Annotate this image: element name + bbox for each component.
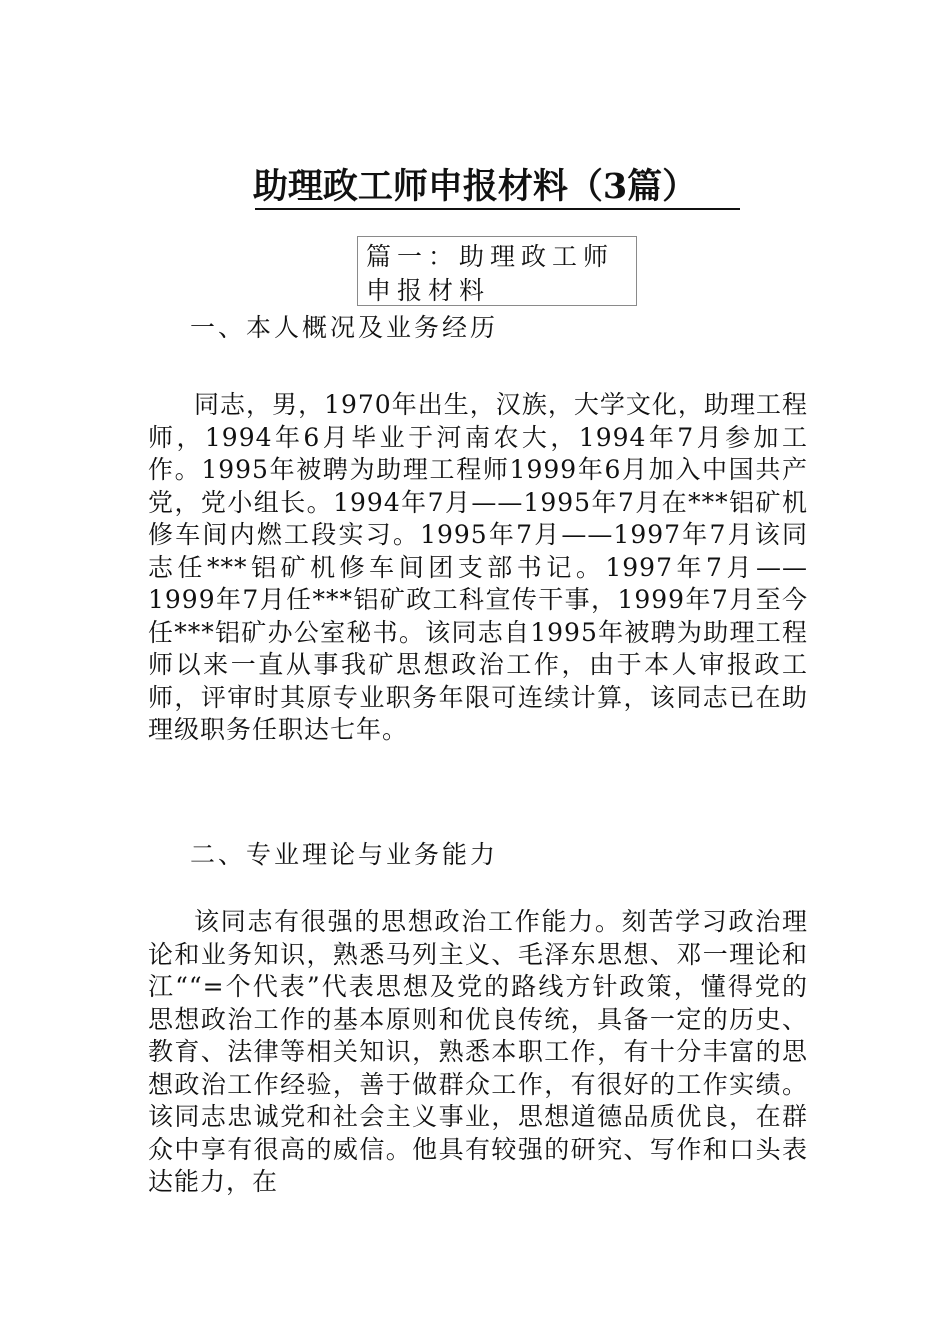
subtitle-text: 篇一：助理政工师申报材料 bbox=[366, 242, 615, 305]
section-paragraph-1: 同志，男，1970年出生，汉族，大学文化，助理工程师，1994年6月毕业于河南农大，1994年7月参加工作。1995年被聘为助理工程师1999年6月加入中国共产党，党小组长。1994年7月——1995年7月在***铝矿机修车间内燃工段实习。1995年7月——1997年7月该同志任***铝矿机修车间团支部书记。1997年7月——1999年7月任***铝矿政工科宣传干事，1999年7月至今任***铝矿办公室秘书。该同志自1995年被聘为助理工程师以来一直从事我矿思想政治工作，由于本人审报政工师，评审时其原专业职务年限可连续计算，该同志已在助理级职务任职达七年。 bbox=[148, 390, 808, 744]
section-heading-1: 一、本人概况及业务经历 bbox=[190, 313, 499, 342]
section-heading-2: 二、专业理论与业务能力 bbox=[190, 840, 499, 869]
title-underline bbox=[255, 208, 740, 210]
section-paragraph-2: 该同志有很强的思想政治工作能力。刻苦学习政治理论和业务知识，熟悉马列主义、毛泽东思想、邓一理论和江““=个代表”代表思想及党的路线方针政策，懂得党的思想政治工作的基本原则和优良传统，具备一定的历史、教育、法律等相关知识，熟悉本职工作，有十分丰富的思想政治工作经验，善于做群众工作，有很好的工作实绩。该同志忠诚党和社会主义事业，思想道德品质优良，在群众中享有很高的威信。他具有较强的研究、写作和口头表达能力，在 bbox=[148, 907, 808, 1196]
document-title: 助理政工师申报材料（3篇） bbox=[252, 166, 698, 207]
